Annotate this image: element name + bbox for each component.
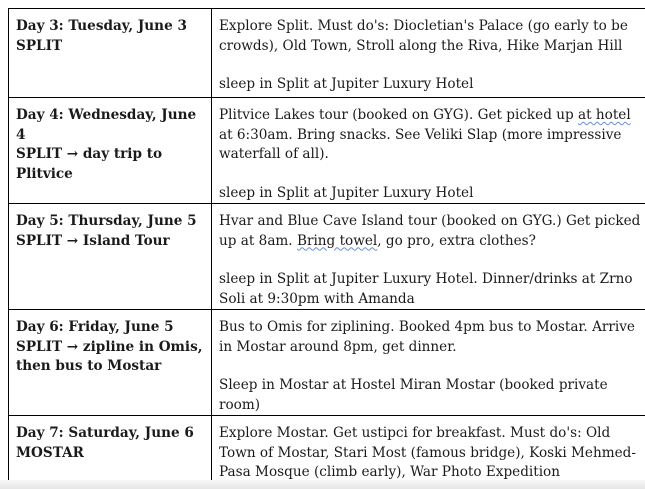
spellcheck-flagged-text[interactable]: Bring towel (296, 232, 378, 249)
table-row (9, 416, 645, 486)
table-row (9, 204, 645, 310)
plan-paragraph: Explore Mostar. Get ustipci for breakfast. Must do's: Old Town of Mostar, Stari Most (famous bridge), Koski Mehmed-Pasa Mosque (climb early), War Photo Expedition (219, 425, 636, 480)
day-date: Day 3: Tuesday, June 3 (16, 18, 187, 34)
page-bottom-shadow (0, 480, 645, 489)
table-row (9, 98, 645, 204)
day-cell[interactable] (9, 416, 212, 486)
lodging-paragraph: Sleep in Mostar at Hostel Miran Mostar (booked private room) (219, 377, 608, 413)
plan-cell[interactable] (212, 98, 645, 204)
table-row (9, 310, 645, 416)
plan-text: Plitvice Lakes tour (booked on GYG). Get picked up (219, 107, 579, 123)
table-row (9, 9, 645, 98)
day-date: Day 7: Saturday, June 6 (16, 425, 194, 441)
day-location: SPLIT → day trip to Plitvice (16, 146, 163, 182)
plan-text: , go pro, extra clothes? (377, 232, 536, 249)
day-location: SPLIT → zipline in Omis, then bus to Mostar (16, 338, 203, 374)
lodging-paragraph: sleep in Split at Jupiter Luxury Hotel. Dinner/drinks at Zrno Soli at 9:30pm with Amanda (219, 271, 633, 307)
lodging-paragraph: sleep in Split at Jupiter Luxury Hotel (219, 184, 474, 201)
itinerary-table (8, 8, 645, 486)
plan-text: at 6:30am. Bring snacks. See Veliki Slap (more impressive waterfall of all). (219, 126, 622, 162)
plan-cell[interactable] (212, 416, 645, 486)
plan-cell[interactable] (212, 204, 645, 310)
day-location: MOSTAR (16, 444, 84, 461)
day-cell[interactable] (9, 310, 212, 416)
plan-paragraph: Explore Split. Must do's: Diocletian's Palace (go early to be crowds), Old Town, Stroll along the Riva, Hike Marjan Hill (219, 18, 628, 54)
day-cell[interactable] (9, 98, 212, 204)
plan-cell[interactable] (212, 310, 645, 416)
plan-text: Hvar and Blue Cave Island tour (booked on GYG.) Get picked up at 8am. (219, 213, 641, 249)
plan-paragraph (219, 106, 642, 165)
day-cell[interactable] (9, 204, 212, 310)
day-location: SPLIT (16, 37, 63, 54)
day-location: SPLIT → Island Tour (16, 232, 170, 249)
lodging-paragraph: sleep in Split at Jupiter Luxury Hotel (219, 76, 474, 92)
spellcheck-flagged-text[interactable]: at hotel (578, 107, 631, 123)
day-cell[interactable] (9, 9, 212, 98)
plan-paragraph: Bus to Omis for ziplining. Booked 4pm bus to Mostar. Arrive in Mostar around 8pm, get dinner. (219, 319, 635, 355)
day-date: Day 6: Friday, June 5 (16, 319, 174, 335)
plan-paragraph (219, 212, 642, 251)
plan-cell[interactable] (212, 9, 645, 98)
day-date: Day 5: Thursday, June 5 (16, 213, 197, 229)
day-date: Day 4: Wednesday, June 4 (16, 107, 197, 143)
